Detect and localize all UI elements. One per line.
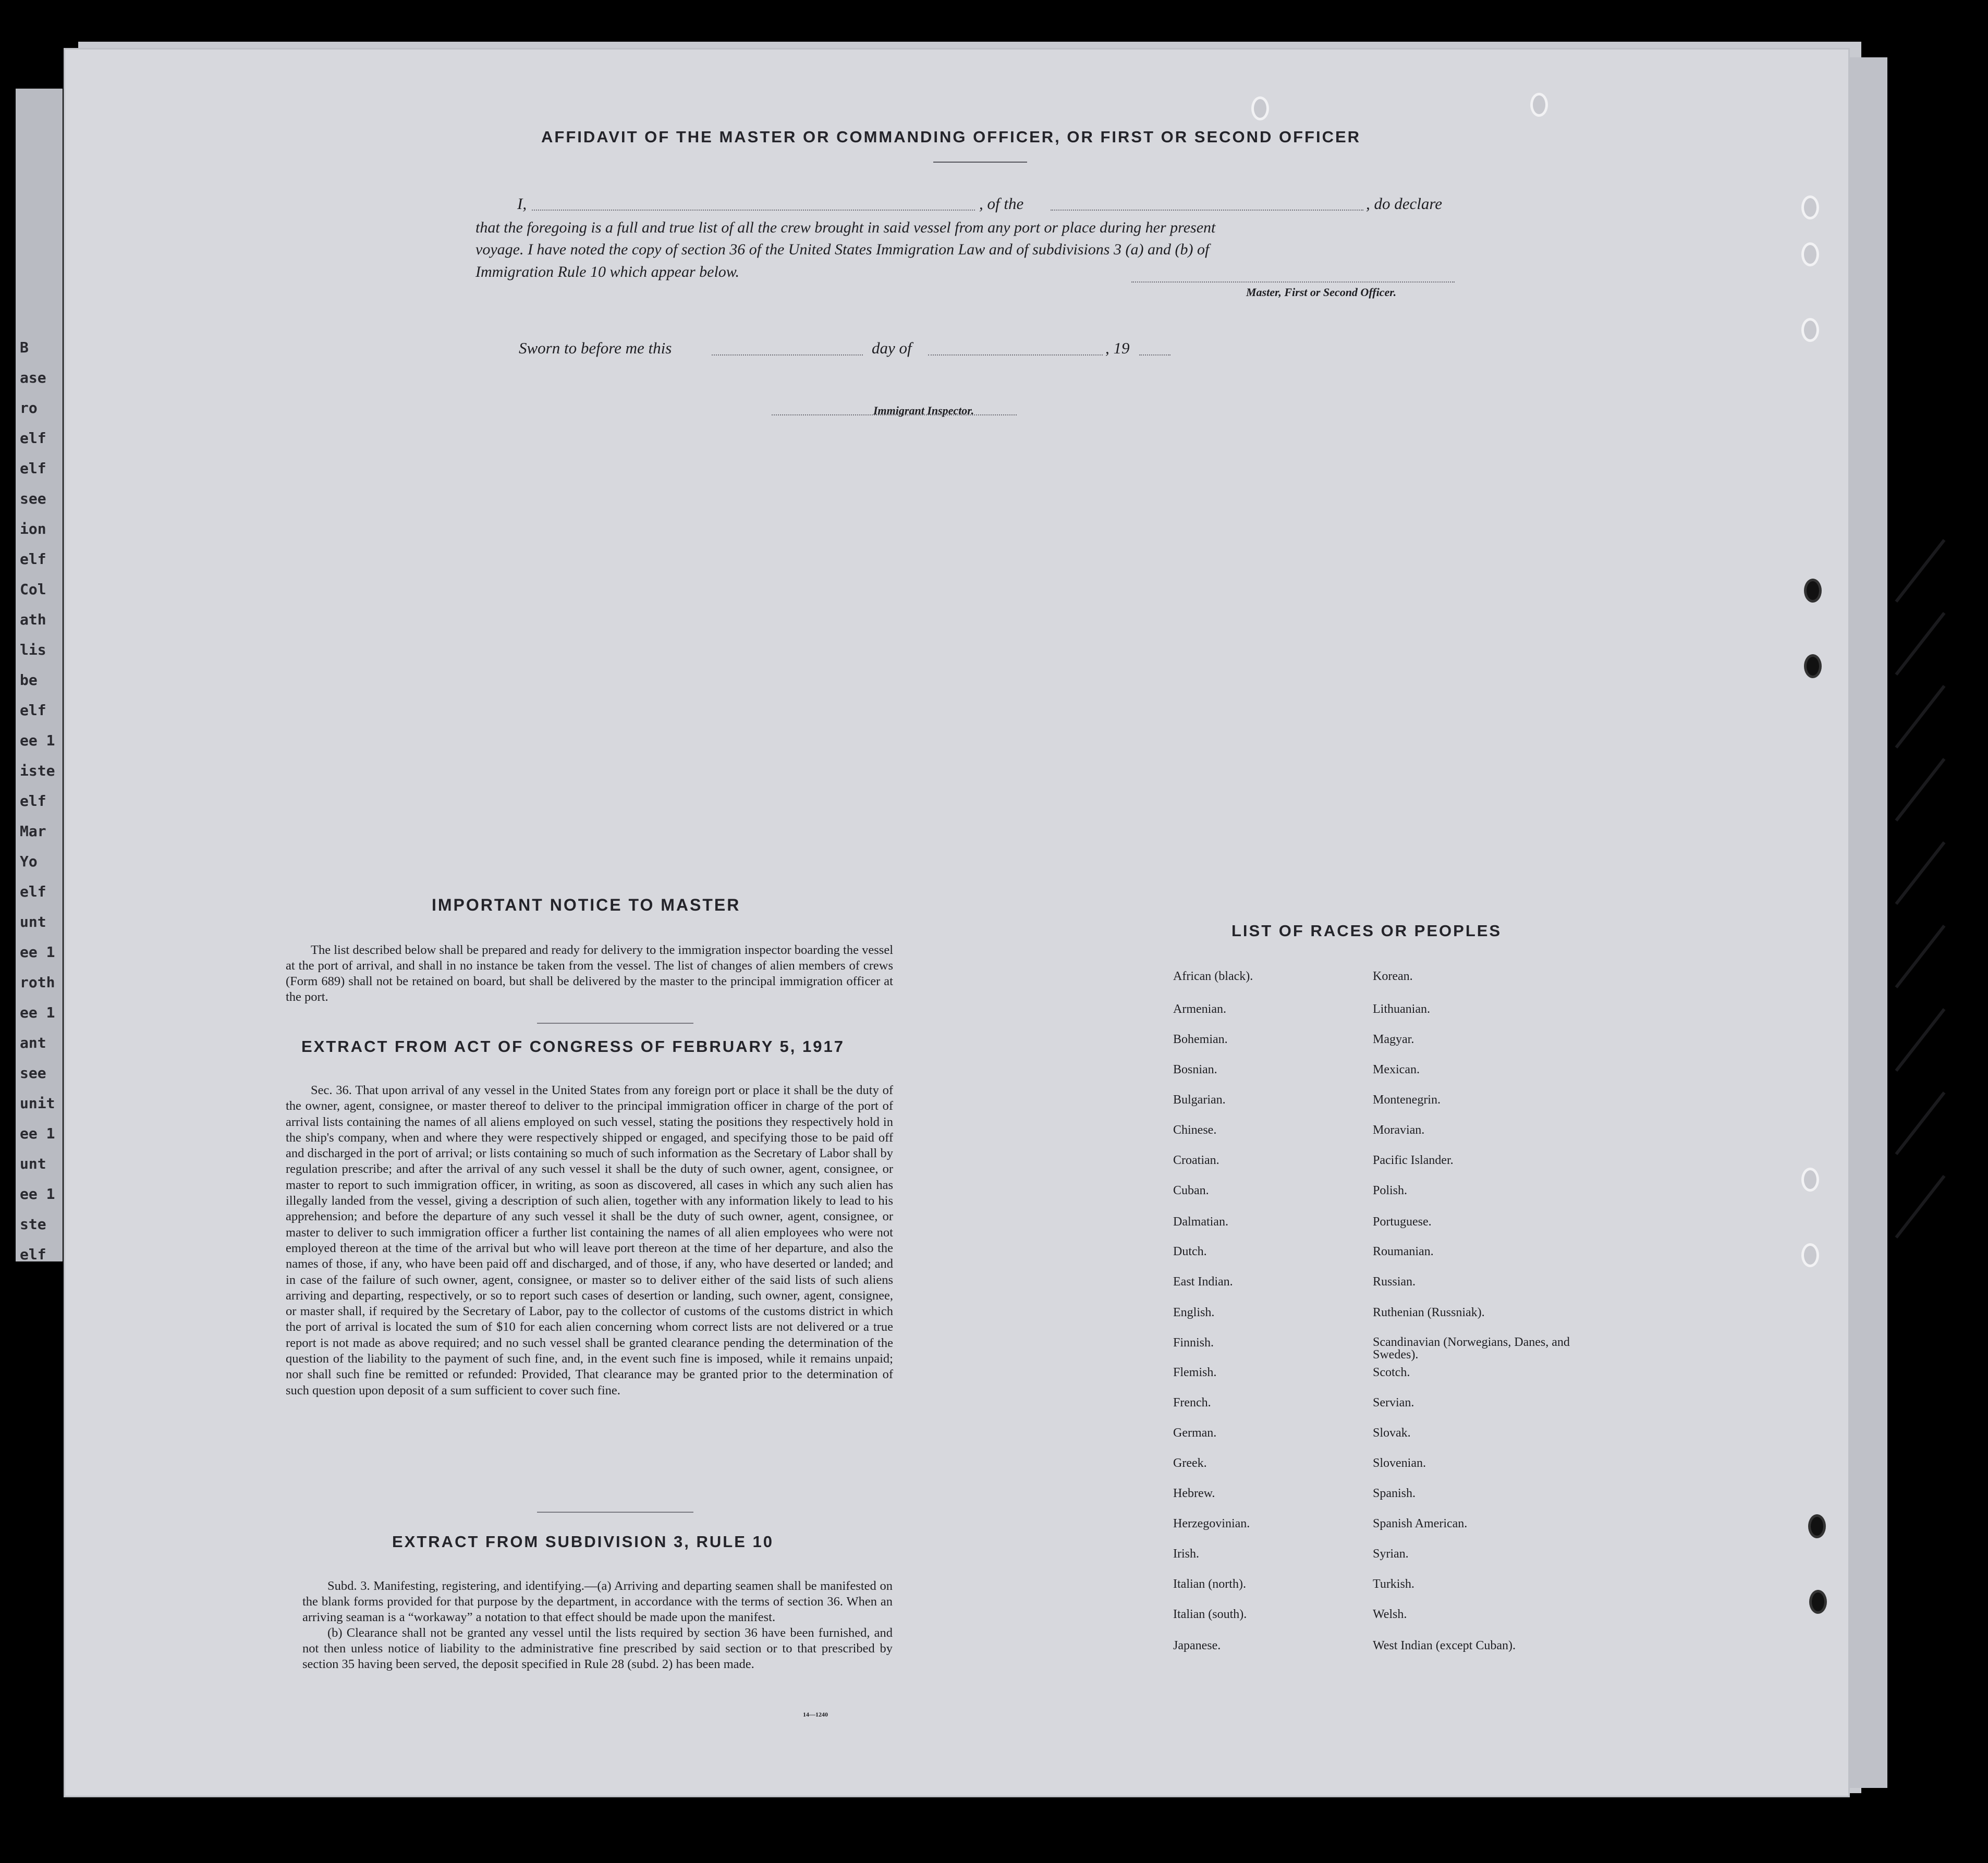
strip-fragment: ase bbox=[20, 369, 46, 386]
strip-fragment: elf bbox=[20, 550, 46, 568]
rule-text bbox=[302, 1578, 893, 1672]
strip-fragment: ee 1 bbox=[20, 732, 55, 749]
races-title: LIST OF RACES OR PEOPLES bbox=[1231, 922, 1502, 940]
rule-subdivision-a: Subd. 3. Manifesting, registering, and identifying.—(a) Arriving and departing seamen shall be manifested on the blank forms provided for that purpose by the department, in accordance with the terms of section 36. When an arriving seaman is a “workaway” a notation to that effect should be made upon the manifest. bbox=[302, 1579, 893, 1624]
punch-hole-icon bbox=[1251, 96, 1269, 120]
inspector-label: Immigrant Inspector. bbox=[873, 404, 974, 417]
race-item: Pacific Islander. bbox=[1373, 1154, 1454, 1167]
day-of-label: day of bbox=[872, 339, 912, 357]
strip-fragment: unt bbox=[20, 913, 46, 930]
race-item: Italian (north). bbox=[1173, 1577, 1246, 1591]
affidavit-line-2: that the foregoing is a full and true list of all the crew brought in said vessel from any port or place during her present bbox=[475, 219, 1216, 236]
race-item: Roumanian. bbox=[1373, 1245, 1434, 1258]
affidavit-title: AFFIDAVIT OF THE MASTER OR COMMANDING OFFICER, OR FIRST OR SECOND OFFICER bbox=[541, 128, 1361, 146]
race-item: Hebrew. bbox=[1173, 1487, 1215, 1500]
strip-fragment: lis bbox=[20, 641, 46, 658]
strip-fragment: unit bbox=[20, 1095, 55, 1112]
notice-rule bbox=[537, 1023, 693, 1024]
race-item: Flemish. bbox=[1173, 1366, 1217, 1379]
year-prefix: , 19 bbox=[1105, 339, 1130, 357]
punch-hole-icon bbox=[1809, 1590, 1827, 1614]
race-item: Syrian. bbox=[1373, 1547, 1409, 1561]
signature-label: Master, First or Second Officer. bbox=[1246, 286, 1397, 299]
strip-fragment: elf bbox=[20, 883, 46, 900]
act-text bbox=[286, 1083, 893, 1399]
rule-subdivision-b: (b) Clearance shall not be granted any vessel until the lists required by section 36 have been furnished, and not then unless notice of liability to the administrative fine prescribed by said section or to that prescribed by section 35 having been served, the deposit specified in Rule 28 (subd. 2) has been made. bbox=[302, 1626, 893, 1671]
strip-fragment: Yo bbox=[20, 853, 38, 870]
punch-hole-icon bbox=[1804, 579, 1822, 603]
strip-fragment: be bbox=[20, 671, 38, 689]
punch-hole-icon bbox=[1808, 1514, 1826, 1538]
strip-fragment: iste bbox=[20, 762, 55, 779]
race-item: West Indian (except Cuban). bbox=[1373, 1639, 1516, 1652]
punch-hole-icon bbox=[1530, 93, 1548, 117]
race-item: Welsh. bbox=[1373, 1608, 1407, 1621]
punch-hole-icon bbox=[1801, 1243, 1819, 1267]
sworn-label: Sworn to before me this bbox=[519, 339, 672, 357]
race-item: Mexican. bbox=[1373, 1063, 1420, 1076]
notice-paragraph: The list described below shall be prepared and ready for delivery to the immigration inspector boarding the vessel at the port of arrival, and shall in no instance be taken from the vessel. The list of changes of alien members of crews (Form 689) shall not be retained on board, but shall be delivered by the master to the principal immigration officer at the port. bbox=[286, 943, 893, 1004]
race-item: Irish. bbox=[1173, 1547, 1199, 1561]
document-page bbox=[65, 50, 1848, 1796]
punch-hole-icon bbox=[1801, 318, 1819, 342]
act-title: EXTRACT FROM ACT OF CONGRESS OF FEBRUARY 5, 1917 bbox=[301, 1037, 845, 1056]
race-item: Finnish. bbox=[1173, 1336, 1214, 1350]
race-item: Bulgarian. bbox=[1173, 1093, 1226, 1107]
race-item: Chinese. bbox=[1173, 1123, 1217, 1137]
race-item: Bosnian. bbox=[1173, 1063, 1217, 1076]
race-item: Korean. bbox=[1373, 970, 1413, 983]
signature-line bbox=[1131, 281, 1455, 283]
strip-fragment: ee 1 bbox=[20, 1185, 55, 1203]
race-item: Lithuanian. bbox=[1373, 1002, 1430, 1016]
act-paragraph: Sec. 36. That upon arrival of any vessel in the United States from any foreign port or place it shall be the duty of the owner, agent, consignee, or master thereof to deliver to the principal immigration officer in charge of the port of arrival lists containing the names of all aliens employed on such vessel, stating the positions they respectively hold in the ship's company, when and where they were respectively shipped or engaged, and specifying those to be paid off and discharged in the port of arrival; or lists containing so much of such information as the Secretary of Labor shall by regulation prescribe; and after the arrival of any such vessel it shall be the duty of such owner, agent, consignee, or master to report to such immigration officer, in writing, as soon as discovered, all cases in which any such alien has illegally landed from the vessel, giving a description of such alien, together with any information likely to lead to his apprehension; and before the departure of any such vessel it shall be the duty of such owner, agent, consignee, or master to deliver to such immigration officer a further list containing the names of all alien employees who were not employed thereon at the time of the arrival but who will leave port thereon at the time of her departure, and also the names of those, if any, who have been paid off and discharged, and of those, if any, who have deserted or landed; and in case of the failure of such owner, agent, consignee, or master so to deliver either of the said lists of such aliens arriving and departing, respectively, or so to report such cases of desertion or landing, such owner, agent, consignee, or master shall, if required by the Secretary of Labor, pay to the collector of customs of the customs district in which the port of arrival is located the sum of $10 for each alien concerning whom correct lists are not delivered or a true report is not made as above required; and no such vessel shall be granted clearance pending the determination of the question of the liability to the payment of such fine, and, in the event such fine is imposed, while it remains unpaid; nor shall such fine be remitted or refunded: Provided, That clearance may be granted prior to the determination of such question upon deposit of a sum sufficient to cover such fine. bbox=[286, 1083, 893, 1398]
form-number: 14—1240 bbox=[803, 1711, 828, 1718]
race-item: Moravian. bbox=[1373, 1123, 1425, 1137]
race-item: African (black). bbox=[1173, 970, 1253, 983]
strip-fragment: ee 1 bbox=[20, 943, 55, 961]
race-item: Herzegovinian. bbox=[1173, 1517, 1250, 1530]
race-item: Turkish. bbox=[1373, 1577, 1414, 1591]
name-field-line bbox=[532, 210, 975, 211]
strip-fragment: elf bbox=[20, 702, 46, 719]
race-item: Bohemian. bbox=[1173, 1033, 1228, 1046]
race-item: Dutch. bbox=[1173, 1245, 1207, 1258]
race-item: Greek. bbox=[1173, 1456, 1207, 1470]
sworn-day-line bbox=[712, 354, 863, 356]
race-item: English. bbox=[1173, 1306, 1215, 1319]
race-item: Ruthenian (Russniak). bbox=[1373, 1306, 1485, 1319]
strip-fragment: B bbox=[20, 339, 29, 356]
notice-title: IMPORTANT NOTICE TO MASTER bbox=[432, 896, 741, 914]
race-item: French. bbox=[1173, 1396, 1211, 1409]
rule-title: EXTRACT FROM SUBDIVISION 3, RULE 10 bbox=[392, 1533, 774, 1551]
strip-fragment: see bbox=[20, 490, 46, 507]
punch-hole-icon bbox=[1801, 1168, 1819, 1192]
strip-fragment: elf bbox=[20, 460, 46, 477]
race-item: Slovak. bbox=[1373, 1426, 1411, 1440]
strip-fragment: roth bbox=[20, 974, 55, 991]
strip-fragment: see bbox=[20, 1064, 46, 1082]
strip-fragment: elf bbox=[20, 792, 46, 810]
vessel-field-line bbox=[1051, 210, 1363, 211]
strip-fragment: ion bbox=[20, 520, 46, 537]
sworn-month-line bbox=[928, 354, 1103, 356]
strip-fragment: Mar bbox=[20, 823, 46, 840]
punch-hole-icon bbox=[1801, 195, 1819, 219]
race-item: Slovenian. bbox=[1373, 1456, 1426, 1470]
race-item: Portuguese. bbox=[1373, 1215, 1432, 1229]
race-item: Spanish American. bbox=[1373, 1517, 1468, 1530]
strip-fragment: ant bbox=[20, 1034, 46, 1051]
affidavit-do-declare: , do declare bbox=[1366, 194, 1443, 213]
year-line bbox=[1139, 354, 1170, 356]
race-item: Russian. bbox=[1373, 1275, 1416, 1289]
affidavit-of-the-label: , of the bbox=[979, 194, 1024, 213]
strip-fragment: ro bbox=[20, 399, 38, 416]
notice-text bbox=[286, 942, 893, 1005]
affidavit-line-4: Immigration Rule 10 which appear below. bbox=[475, 263, 740, 280]
race-item: Japanese. bbox=[1173, 1639, 1221, 1652]
affidavit-i-label: I, bbox=[517, 194, 527, 213]
affidavit-line-3: voyage. I have noted the copy of section 36 of the United States Immigration Law and of subdivisions 3 (a) and (b) of bbox=[475, 241, 1210, 258]
punch-hole-icon bbox=[1801, 242, 1819, 266]
act-rule bbox=[537, 1512, 693, 1513]
race-item: Cuban. bbox=[1173, 1184, 1209, 1197]
left-adjacent-page-strip bbox=[16, 89, 63, 1261]
strip-fragment: ee 1 bbox=[20, 1125, 55, 1142]
punch-hole-icon bbox=[1804, 654, 1822, 678]
strip-fragment: ste bbox=[20, 1216, 46, 1233]
race-item: Armenian. bbox=[1173, 1002, 1226, 1016]
race-item: Dalmatian. bbox=[1173, 1215, 1228, 1229]
race-item: East Indian. bbox=[1173, 1275, 1233, 1289]
strip-fragment: unt bbox=[20, 1155, 46, 1172]
strip-fragment: ath bbox=[20, 611, 46, 628]
race-item: Scotch. bbox=[1373, 1366, 1410, 1379]
race-item: Montenegrin. bbox=[1373, 1093, 1441, 1107]
race-item: Scandinavian (Norwegians, Danes, and Swedes). bbox=[1373, 1335, 1570, 1362]
strip-fragment: Col bbox=[20, 581, 46, 598]
race-item: Polish. bbox=[1373, 1184, 1408, 1197]
race-item: Italian (south). bbox=[1173, 1608, 1247, 1621]
race-item: Spanish. bbox=[1373, 1487, 1416, 1500]
affidavit-title-rule bbox=[933, 162, 1027, 163]
race-item: German. bbox=[1173, 1426, 1217, 1440]
strip-fragment: elf bbox=[20, 430, 46, 447]
race-item: Magyar. bbox=[1373, 1033, 1414, 1046]
race-item: Servian. bbox=[1373, 1396, 1414, 1409]
strip-fragment: ee 1 bbox=[20, 1004, 55, 1021]
race-item: Croatian. bbox=[1173, 1154, 1219, 1167]
strip-fragment: elf bbox=[20, 1246, 46, 1263]
